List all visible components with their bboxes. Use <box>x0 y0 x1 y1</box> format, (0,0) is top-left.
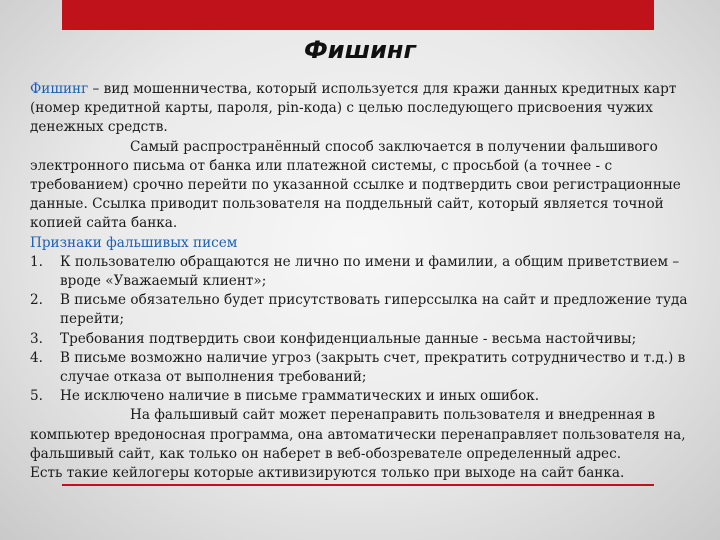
list-item-number: 1. <box>30 253 43 270</box>
list-item-text: В письме возможно наличие угроз (закрыть счет, прекратить сотрудничество и т.д.) в случае отказа от выполнения требований; <box>60 349 686 386</box>
intro-text: – вид мошенничества, который используется для кражи данных кредитных карт (номер кредитной карты, пароля, pin-кода) с целью последующего присвоения чужих денежных средств. <box>30 81 677 136</box>
list-item-text: В письме обязательно будет присутствовать гиперссылка на сайт и предложение туда перейти; <box>60 292 688 328</box>
list-item <box>30 291 690 329</box>
signs-heading: Признаки фальшивых писем <box>30 234 238 251</box>
top-accent-bar <box>62 0 654 30</box>
keylogger-paragraph: Есть такие кейлогеры которые активизируются только при выходе на сайт банка. <box>30 465 625 482</box>
list-item-text: Не исключено наличие в письме грамматических и иных ошибок. <box>60 388 540 405</box>
list-item-text: К пользователю обращаются не лично по имени и фамилии, а общим приветствием – вроде «Уважаемый клиент»; <box>60 253 680 290</box>
list-item-number: 3. <box>30 330 43 347</box>
slide-body <box>30 80 690 483</box>
method-paragraph: Самый распространённый способ заключается в получении фальшивого электронного письма от банка или платежной системы, с просьбой (а точнее - с требованием) срочно перейти по указанной ссылке и подтвердить свои регистрационные данные. Ссылка приводит пользователя на поддельный сайт, который является точной копией сайта банка. <box>30 138 681 232</box>
intro-paragraph <box>30 80 690 138</box>
list-item-text: Требования подтвердить свои конфиденциальные данные - весьма настойчивы; <box>60 330 637 347</box>
list-item-number: 2. <box>30 292 43 309</box>
list-item <box>30 387 690 406</box>
signs-list <box>30 253 690 407</box>
list-item <box>30 330 690 349</box>
slide-title: Фишинг <box>303 36 417 64</box>
list-item <box>30 349 690 387</box>
list-item-number: 4. <box>30 349 43 366</box>
bottom-accent-line <box>62 484 654 486</box>
malware-paragraph: На фальшивый сайт может перенаправить пользователя и внедренная в компьютер вредоносная программа, она автоматически перенаправляет пользователя на, фальшивый сайт, как только он наберет в веб-обозревателе определенный адрес. <box>30 407 686 462</box>
list-item-number: 5. <box>30 388 43 405</box>
intro-term: Фишинг <box>30 81 89 97</box>
list-item <box>30 253 690 291</box>
